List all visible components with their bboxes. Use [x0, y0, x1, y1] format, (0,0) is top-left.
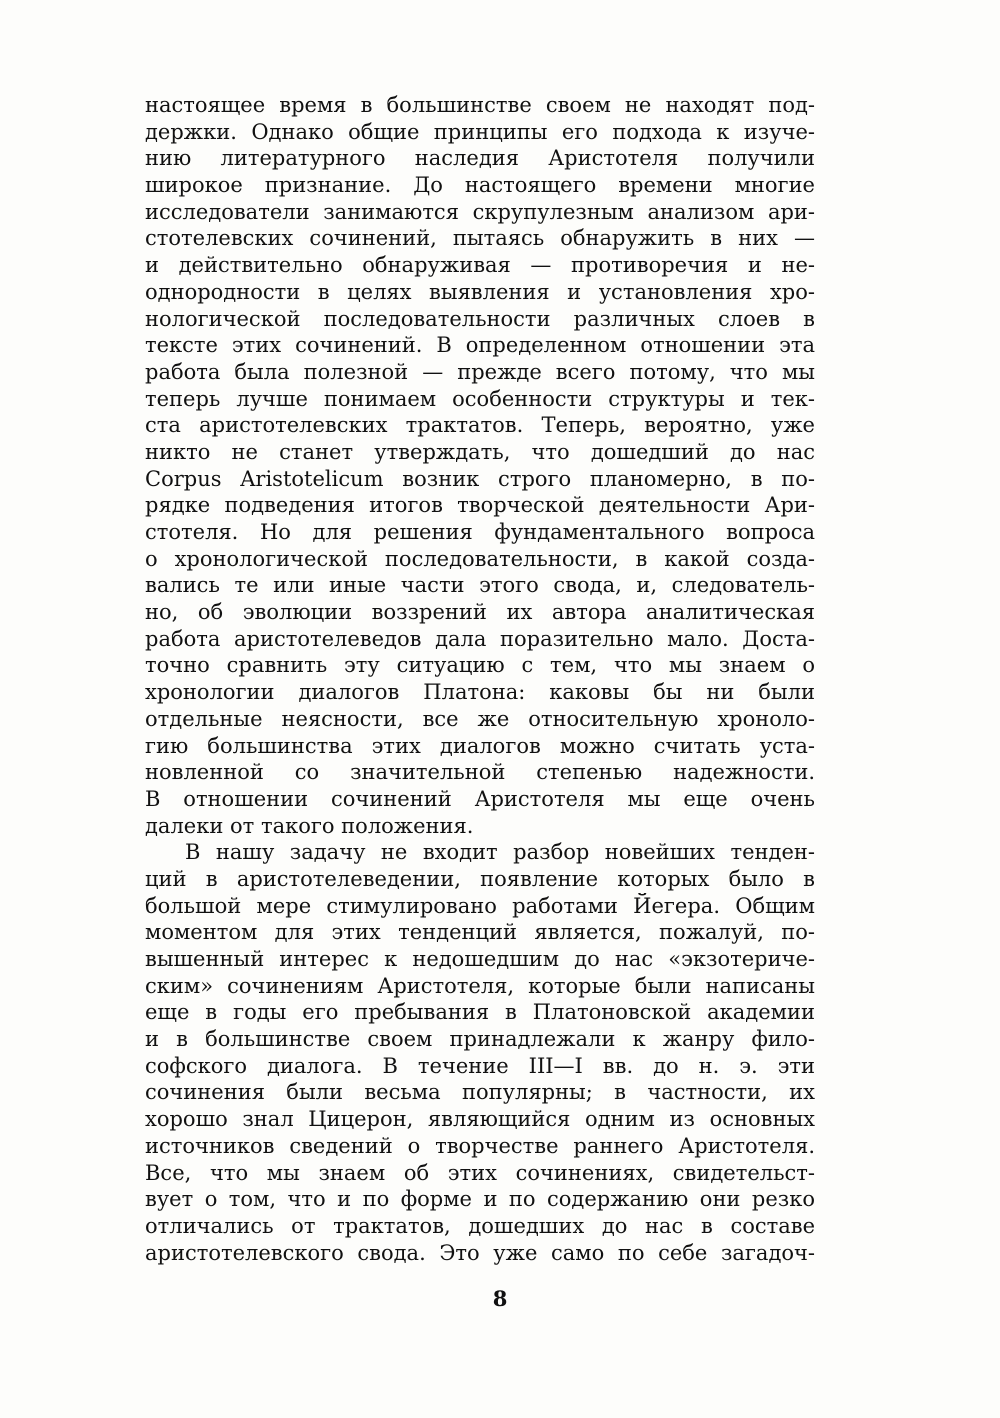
text-line: нию литературного наследия Аристотеля получили: [145, 146, 815, 171]
text-line: и действительно обнаруживая — противоречия и не-: [145, 253, 815, 278]
text-line: ста аристотелевских трактатов. Теперь, вероятно, уже: [145, 413, 815, 438]
text-line: держки. Однако общие принципы его подхода к изуче-: [145, 119, 815, 144]
text-line: нологической последовательности различных слоев в: [145, 306, 815, 331]
text-line: работа была полезной — прежде всего потому, что мы: [145, 359, 815, 384]
text-line: моментом для этих тенденций является, пожалуй, по-: [145, 920, 815, 945]
text-line: широкое признание. До настоящего времени многие: [145, 173, 815, 198]
text-line: работа аристотелеведов дала поразительно мало. Доста-: [145, 626, 815, 651]
text-line: тексте этих сочинений. В определенном отношении эта: [145, 333, 815, 358]
text-line: исследователи занимаются скрупулезным анализом ари-: [145, 199, 815, 224]
text-line: аристотелевского свода. Это уже само по себе загадоч-: [145, 1240, 815, 1265]
text-line: еще в годы его пребывания в Платоновской академии: [145, 1000, 815, 1025]
text-line: никто не станет утверждать, что дошедший до нас: [145, 439, 815, 464]
text-line: однородности в целях выявления и установления хро-: [145, 279, 815, 304]
text-line: точно сравнить эту ситуацию с тем, что мы знаем о: [145, 653, 815, 678]
text-line: Все, что мы знаем об этих сочинениях, свидетельст-: [145, 1160, 815, 1185]
text-line: но, об эволюции воззрений их автора аналитическая: [145, 600, 815, 625]
text-line: сочинения были весьма популярны; в частности, их: [145, 1080, 815, 1105]
text-line: теперь лучше понимаем особенности структуры и тек-: [145, 386, 815, 411]
text-line: рядке подведения итогов творческой деятельности Ари-: [145, 493, 815, 518]
text-line: стотелевских сочинений, пытаясь обнаружить в них —: [145, 226, 815, 251]
text-line: вышенный интерес к недошедшим до нас «экзотериче-: [145, 947, 815, 971]
paragraph-2: [145, 839, 815, 1266]
text-line: источников сведений о творчестве раннего Аристотеля.: [145, 1133, 815, 1158]
text-line: о хронологической последовательности, в какой созда-: [145, 546, 815, 571]
text-line: ций в аристотелеведении, появление которых было в: [145, 866, 815, 891]
text-line: далеки от такого положения.: [145, 813, 474, 838]
text-line: В нашу задачу не входит разбор новейших тенден-: [185, 840, 815, 865]
text-line: В отношении сочинений Аристотеля мы еще очень: [145, 786, 815, 811]
text-line: софского диалога. В течение III—I вв. до н. э. эти: [145, 1053, 815, 1078]
text-line: вались те или иные части этого свода, и, следователь-: [145, 573, 815, 598]
text-line: вует о том, что и по форме и по содержанию они резко: [145, 1187, 815, 1212]
text-line: хорошо знал Цицерон, являющийся одним из основных: [145, 1107, 815, 1132]
text-line: хронологии диалогов Платона: каковы бы ни были: [145, 680, 815, 705]
text-line: отдельные неясности, все же относительную хроноло-: [145, 706, 815, 731]
text-line: Corpus Aristotelicum возник строго планомерно, в по-: [145, 466, 815, 491]
text-line: стотеля. Но для решения фундаментального вопроса: [145, 520, 815, 544]
text-line: настоящее время в большинстве своем не находят под-: [145, 93, 815, 117]
text-line: новленной со значительной степенью надежности.: [145, 760, 815, 785]
page-number: 8: [492, 1286, 508, 1311]
text-line: гию большинства этих диалогов можно считать уста-: [145, 733, 815, 758]
paragraph-1: [145, 92, 815, 839]
text-line: отличались от трактатов, дошедших до нас в составе: [145, 1213, 815, 1238]
text-line: большой мере стимулировано работами Йегера. Общим: [145, 893, 815, 918]
text-line: ским» сочинениям Аристотеля, которые были написаны: [145, 973, 815, 998]
text-line: и в большинстве своем принадлежали к жанру фило-: [145, 1027, 815, 1052]
page-body: [145, 92, 815, 1266]
